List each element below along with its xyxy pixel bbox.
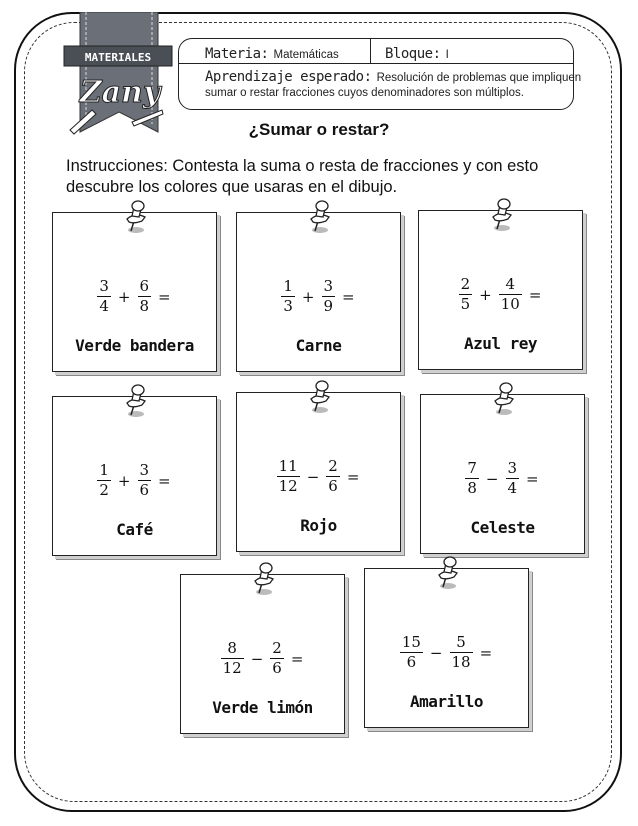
note-card xyxy=(236,212,401,372)
pushpin-icon xyxy=(305,199,335,235)
fraction-2 xyxy=(138,461,152,500)
equals-sign: = xyxy=(346,467,360,486)
numerator-1: 11 xyxy=(278,457,298,475)
denominator-1: 3 xyxy=(283,297,293,315)
fraction-1 xyxy=(459,275,473,314)
equals-sign: = xyxy=(158,287,171,306)
fraction-1 xyxy=(281,277,295,316)
materia xyxy=(205,43,339,62)
numerator-2: 3 xyxy=(507,459,518,477)
aprendizaje-text-2: sumar o restar fracciones cuyos denominadores son múltiplos. xyxy=(205,87,524,99)
numerator-1: 7 xyxy=(467,459,477,477)
numerator-2: 3 xyxy=(323,277,334,295)
bloque-label: Bloque: xyxy=(385,46,441,62)
aprendizaje xyxy=(205,66,581,85)
numerator-2: 2 xyxy=(272,639,282,657)
fraction-expression xyxy=(237,457,400,496)
fraction-2 xyxy=(450,633,473,672)
fraction-1 xyxy=(97,277,111,316)
equals-sign: = xyxy=(290,649,304,668)
note-card xyxy=(180,574,345,734)
equals-sign: = xyxy=(526,469,539,488)
fraction-2 xyxy=(138,277,152,316)
bloque-value: I xyxy=(445,49,449,61)
fraction-1 xyxy=(465,459,479,498)
color-name: Verde limón xyxy=(212,698,313,717)
instructions: Instrucciones: Contesta la suma o resta de fracciones y con esto descubre los colores que usaras en el dibujo. xyxy=(66,157,539,196)
operator: + xyxy=(301,287,315,306)
fraction-expression xyxy=(53,277,216,316)
denominator-1: 5 xyxy=(460,295,471,313)
note-card xyxy=(364,568,529,728)
pushpin-icon xyxy=(305,379,335,415)
pushpin-icon xyxy=(487,197,517,233)
fraction-2 xyxy=(499,275,522,314)
denominator-2: 8 xyxy=(139,297,150,315)
fraction-expression xyxy=(419,275,582,314)
operator: − xyxy=(250,649,264,668)
fraction-expression xyxy=(53,461,216,500)
note-card xyxy=(52,212,217,372)
numerator-1: 15 xyxy=(401,633,421,651)
header-box xyxy=(178,38,582,110)
color-name: Café xyxy=(116,520,153,539)
operator: − xyxy=(429,643,443,662)
pushpin-icon xyxy=(249,561,279,597)
fraction-1 xyxy=(97,461,111,500)
denominator-1: 6 xyxy=(406,653,417,671)
aprendizaje-text-1: Resolución de problemas que impliquen xyxy=(376,72,582,84)
header-divider xyxy=(370,39,371,63)
fraction-expression xyxy=(181,639,344,678)
fraction-2 xyxy=(270,639,284,678)
fraction-expression xyxy=(365,633,528,672)
fraction-1 xyxy=(221,639,244,678)
bloque xyxy=(385,43,449,62)
page-title: ¿Sumar o restar? xyxy=(248,120,390,139)
denominator-2: 4 xyxy=(507,479,518,497)
operator: + xyxy=(479,285,492,304)
note-card xyxy=(52,396,217,556)
pushpin-icon xyxy=(121,199,151,235)
denominator-1: 12 xyxy=(278,477,298,495)
svg-text:Zany: Zany xyxy=(79,75,161,110)
operator: + xyxy=(117,287,131,306)
numerator-1: 8 xyxy=(221,639,244,659)
numerator-1: 2 xyxy=(460,275,471,293)
numerator-1: 1 xyxy=(283,277,293,295)
materia-value: Matemáticas xyxy=(273,49,339,61)
operator: + xyxy=(117,471,131,490)
color-name: Rojo xyxy=(300,516,337,535)
aprendizaje-label: Aprendizaje esperado: xyxy=(205,69,372,85)
numerator-2: 6 xyxy=(139,277,150,295)
numerator-2: 4 xyxy=(499,275,522,295)
fraction-2 xyxy=(322,277,336,316)
color-name: Carne xyxy=(295,336,342,355)
denominator-2: 10 xyxy=(500,295,520,313)
denominator-2: 18 xyxy=(451,653,471,671)
denominator-1: 2 xyxy=(99,481,109,499)
fraction-1 xyxy=(277,457,300,496)
note-card xyxy=(420,394,585,554)
fraction-2 xyxy=(506,459,520,498)
equals-sign: = xyxy=(158,471,171,490)
color-name: Amarillo xyxy=(409,692,484,711)
numerator-2: 2 xyxy=(328,457,338,475)
fraction-expression xyxy=(421,459,584,498)
numerator-1: 3 xyxy=(99,277,109,295)
denominator-2: 6 xyxy=(272,659,282,677)
equals-sign: = xyxy=(528,285,542,304)
operator: − xyxy=(306,467,320,486)
numerator-1: 1 xyxy=(99,461,109,479)
note-card xyxy=(418,210,583,370)
denominator-1: 8 xyxy=(467,479,477,497)
pushpin-icon xyxy=(433,555,463,591)
operator: − xyxy=(485,469,499,488)
color-name: Azul rey xyxy=(463,334,538,353)
denominator-1: 4 xyxy=(99,297,109,315)
materia-label: Materia: xyxy=(205,46,269,62)
denominator-2: 6 xyxy=(328,477,338,495)
fraction-1 xyxy=(400,633,423,672)
fraction-expression xyxy=(237,277,400,316)
numerator-2: 3 xyxy=(139,461,150,479)
denominator-2: 9 xyxy=(323,297,334,315)
color-name: Verde bandera xyxy=(75,336,194,355)
note-card xyxy=(236,392,401,552)
denominator-1: 12 xyxy=(222,659,242,677)
numerator-2: 5 xyxy=(450,633,473,653)
equals-sign: = xyxy=(342,287,355,306)
fraction-2 xyxy=(326,457,340,496)
equals-sign: = xyxy=(479,643,493,662)
pushpin-icon xyxy=(489,381,519,417)
color-name: Celeste xyxy=(470,518,535,537)
pushpin-icon xyxy=(121,383,151,419)
svg-text:MATERIALES: MATERIALES xyxy=(84,51,152,64)
denominator-2: 6 xyxy=(139,481,150,499)
